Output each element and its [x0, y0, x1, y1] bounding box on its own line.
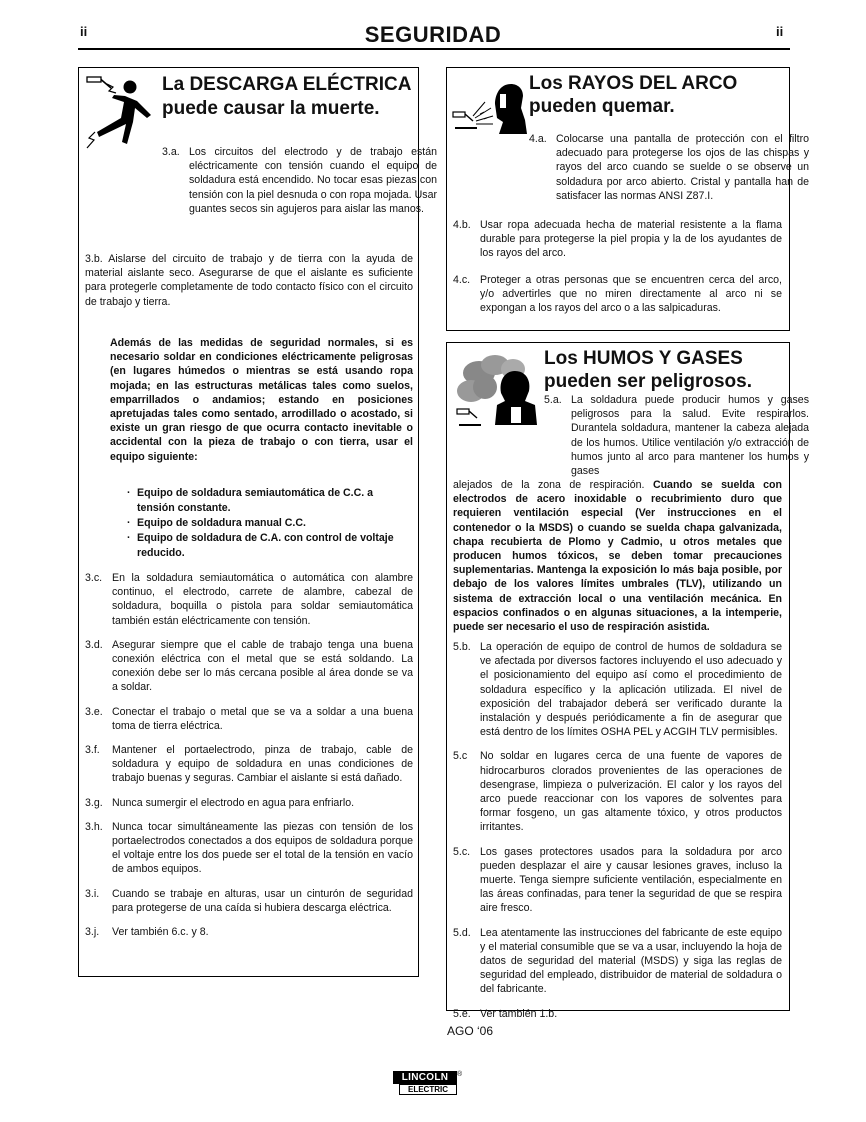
fumes-icon — [455, 353, 541, 429]
arc-title-line-2: pueden quemar. — [529, 96, 675, 117]
shock-title-line-1: La DESCARGA ELÉCTRICA — [162, 74, 412, 95]
list-item: · Equipo de soldadura manual C.C. — [125, 516, 413, 531]
logo-registered-mark: ® — [457, 1071, 463, 1078]
left-items-list — [85, 571, 413, 939]
arc-rays-section — [446, 67, 809, 331]
list-item: 3.c. En la soldadura semiautomática o automática con alambre continuo, el electrodo, carrete de alambre, cabezal de soldadura, boquilla o pistola para soldar semiautomática también están eléctricamente con tensión. — [85, 572, 413, 627]
list-item: 3.g. Nunca sumergir el electrodo en agua para enfriarlo. — [85, 796, 355, 809]
electric-shock-icon — [85, 74, 157, 154]
item-5a-text: La soldadura puede producir humos y gases peligrosos para la salud. Evite respirarlos. Durantela soldadura, mantener la cabeza alejada de los humos. Utilice ventilación y/o extracción de humos junto al arco para mantener los humos y gases — [571, 394, 809, 478]
revision-date: AGO ‘06 — [447, 1024, 494, 1038]
fumes-title-line-2: pueden ser peligrosos. — [544, 371, 752, 392]
fumes-items-list — [453, 640, 782, 1021]
continuation-bold-text: Cuando se suelda con electrodos de acero inoxidable o recubrimiento duro que requieren ventilación especial (Ver instrucciones en el contenedor o la MSDS) o cuando se suelda chapa galvanizada, chapa recubierta de Plomo y Cadmio, u otros metales que producen humos tóxicos, se deben tomar precauciones suplementarias. Mantenga la exposición lo más baja posible, por debajo de los valores límites umbrales (TLV), utilizando un sistema de extracción local o una ventilación mecánica. En espacios confinados o en algunas situaciones, a la intemperie, puede ser necesario el uso de respiración asistida. — [453, 479, 782, 634]
list-item: 5.d. Lea atentamente las instrucciones del fabricante de este equipo y el material consumible que se va a usar, incluyendo la hoja de datos de seguridad del material (MSDS) y siga las reglas de seguridad del empleado, distribuidor de material de soldadura o del fabricante. — [453, 926, 782, 996]
logo-lincoln-text: LINCOLN — [393, 1071, 457, 1084]
item-3a-text: Los circuitos del electrodo y de trabajo están eléctricamente con tensión cuando el equipo de soldadura está encendido. No tocar esas piezas con tensión con la piel desnuda o con ropa mojada. Usar guantes secos sin agujeros para aislar las manos. — [189, 146, 437, 215]
item-4a — [529, 132, 809, 203]
fumes-gases-section — [446, 342, 809, 1020]
continuation-normal-text: alejados de la zona de respiración. — [453, 479, 645, 491]
list-item: 3.j. Ver también 6.c. y 8. — [85, 926, 209, 939]
equipment-list — [125, 486, 413, 561]
item-3a — [162, 145, 437, 216]
list-item: 3.e. Conectar el trabajo o metal que se va a soldar a una buena toma de tierra eléctrica. — [85, 705, 413, 732]
item-3b: 3.b. Aislarse del circuito de trabajo y de tierra con la ayuda de material aislante seco. Asegurarse de que el aislante es suficiente para protegerle completamente de todo contacto físico con el circuito de trabajo y tierra. — [85, 253, 413, 308]
bold-warning-paragraph: Además de las medidas de seguridad normales, si es necesario soldar en condiciones eléctricamente peligrosas (en lugares húmedos o mientras se está usando ropa mojada; en las estructuras metálicas tales como suelos, emparrillados o andamios; estando en posiciones apretujadas tales como sentado, arrodillado o acostado, si existe un gran riesgo de que ocurra contacto inevitable o accidental con la pieza de trabajo o con tierra, usar el equipo siguiente: — [110, 337, 413, 463]
lincoln-electric-logo — [393, 1071, 463, 1097]
arc-rays-icon — [451, 74, 527, 136]
fumes-title-line-1: Los HUMOS Y GASES — [544, 348, 743, 369]
list-item: 5.c. Los gases protectores usados para la soldadura por arco pueden desplazar el aire y causar lesiones graves, incluso la muerte. Tenga siempre suficiente ventilación, especialmente en las áreas confinadas, para tener la seguridad de que se respira aire fresco. — [453, 845, 782, 915]
item-4a-number: 4.a. — [529, 133, 547, 145]
arc-title-line-1: Los RAYOS DEL ARCO — [529, 73, 738, 94]
list-item: 5.b. La operación de equipo de control de humos de soldadura se ve afectada por diversos factores incluyendo el uso adecuado y el posicionamiento del equipo así como el procedimiento de soldadura específico y la aplicación utilizada. El nivel de exposición del trabajador deberá ser verificado durante la instalación y después periódicamente a fin de asegurar que está dentro de los límites OSHA PEL y ACGIH TLV permisibles. — [453, 641, 782, 739]
shock-title-line-2: puede causar la muerte. — [162, 98, 380, 119]
list-item: 5.c No soldar en lugares cerca de una fuente de vapores de hidrocarburos clorados provenientes de las operaciones de desengrase, limpieza o pulverización. El calor y los rayos del arco puede reaccionar con los vapores de solventes para formar fosgeno, un gas altamente tóxico, y otros productos irritantes. — [453, 750, 782, 834]
page-number-left: ii — [80, 24, 88, 39]
list-item: 3.f. Mantener el portaelectrodo, pinza de trabajo, cable de soldadura y equipo de soldadura en unas condiciones de trabajo buenas y seguras. Cambiar el aislante si está dañado. — [85, 744, 413, 785]
list-item: 3.d. Asegurar siempre que el cable de trabajo tenga una buena conexión eléctrica con el metal que se está soldando. La conexión debe ser lo más cercana posible al área donde se va a soldar. — [85, 638, 413, 694]
list-item: · Equipo de soldadura de C.A. con control de voltaje reducido. — [125, 531, 413, 561]
list-item: 5.e. Ver también 1.b. — [453, 1007, 558, 1020]
list-item: · Equipo de soldadura semiautomática de C.C. a tensión constante. — [125, 486, 413, 516]
page-number-right: ii — [776, 24, 784, 39]
item-3a-number: 3.a. — [162, 146, 180, 158]
logo-electric-text: ELECTRIC — [399, 1084, 457, 1095]
list-item: 4.b. Usar ropa adecuada hecha de material resistente a la flama durable para protegerse la piel propia y la de los ayudantes de los rayos del arco. — [453, 219, 782, 260]
item-5a-number: 5.a. — [544, 394, 562, 406]
electric-shock-section — [78, 67, 437, 977]
page-title: SEGURIDAD — [364, 22, 502, 47]
item-5a — [544, 393, 809, 478]
item-4a-text: Colocarse una pantalla de protección con el filtro adecuado para protegerse los ojos de las chispas y rayos del arco cuando se suelde o se observe un soldadura por arco abierto. Cristal y pantalla han de satisfacer las normas ANSI Z87.I. — [556, 133, 809, 202]
list-item: 3.h. Nunca tocar simultáneamente las piezas con tensión de los portaelectrodos conectados a dos equipos de soldadura porque el voltaje entre los dos puede ser el total de la tensión en vacío de ambos equipos. — [85, 820, 413, 876]
item-5a-continuation — [453, 478, 782, 634]
arc-items-list — [453, 218, 782, 315]
list-item: 4.c. Proteger a otras personas que se encuentren cerca del arco, y/o advertirles que no miren directamente al arco ni se expongan a los rayos del arco o a las salpicaduras. — [453, 273, 782, 315]
list-item: 3.i. Cuando se trabaje en alturas, usar un cinturón de seguridad para protegerse de una caída si hubiera descarga eléctrica. — [85, 887, 413, 914]
header-rule — [78, 48, 790, 50]
